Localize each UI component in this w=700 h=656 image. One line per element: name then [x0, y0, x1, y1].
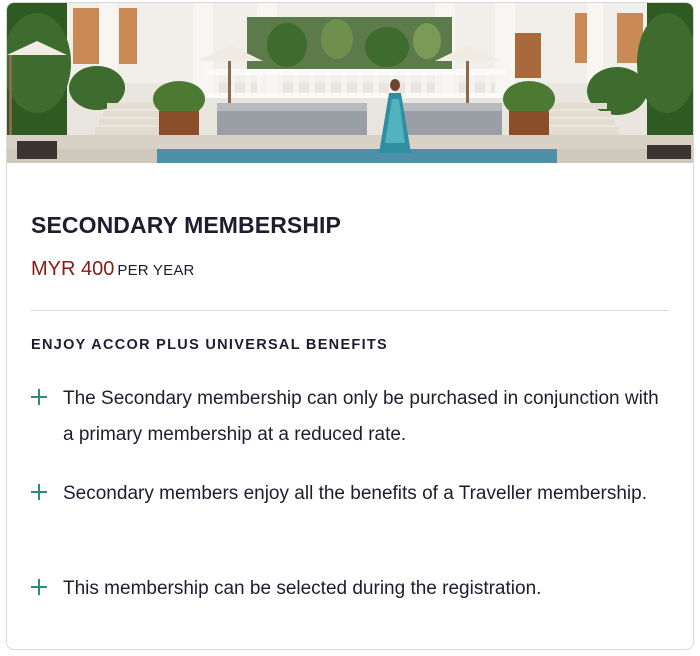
plus-icon: [31, 579, 47, 595]
benefit-text: The Secondary membership can only be purchased in conjunction with a primary membership at a reduced rate.: [63, 388, 659, 445]
price-row: [31, 258, 195, 281]
price-amount: MYR 400: [31, 258, 115, 280]
membership-title: SECONDARY MEMBERSHIP: [31, 212, 341, 238]
price-unit: PER YEAR: [117, 262, 195, 279]
divider: [31, 310, 669, 311]
plus-icon: [31, 484, 47, 500]
benefit-text: This membership can be selected during the registration.: [63, 578, 542, 599]
plus-icon: [31, 389, 47, 405]
benefits-heading: ENJOY ACCOR PLUS UNIVERSAL BENEFITS: [31, 337, 389, 353]
membership-card: [6, 2, 694, 650]
hero-image: [7, 3, 694, 163]
hotel-poolside-terrace-photo: [7, 3, 694, 163]
benefit-text: Secondary members enjoy all the benefits of a Traveller membership.: [63, 483, 647, 504]
